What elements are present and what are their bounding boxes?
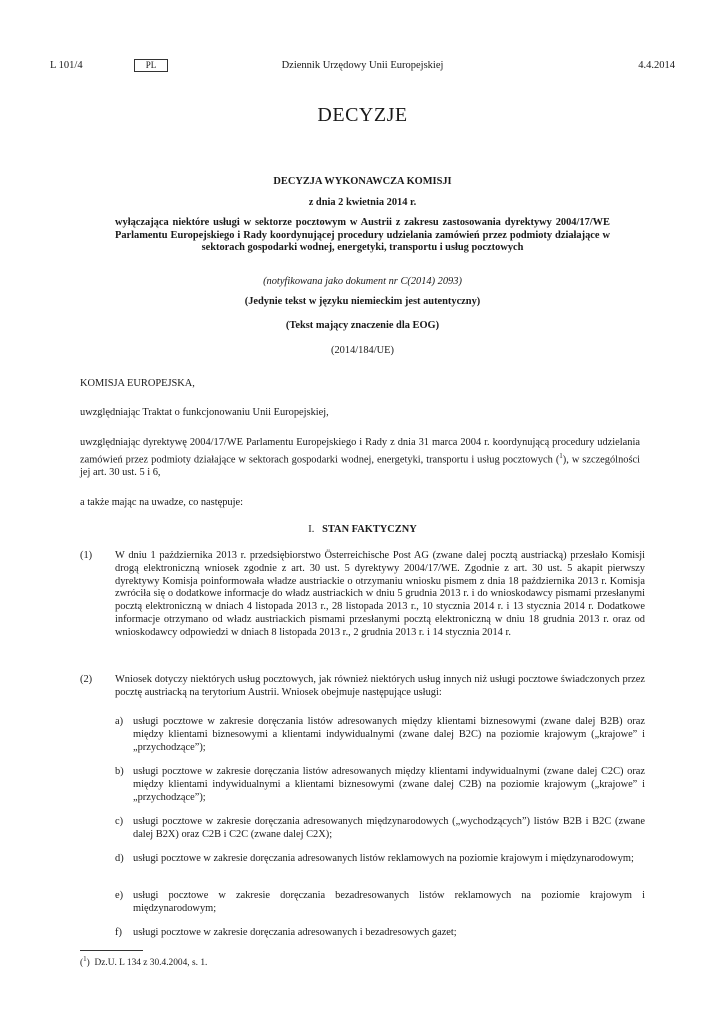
footnote: ($^1$) Dz.U. L 134 z 30.4.2004, s. 1.: [80, 955, 208, 969]
section-heading: [80, 524, 645, 537]
notified-reference: (notyfikowana jako dokument nr C(2014) 2093): [263, 276, 462, 287]
point-number: (2): [80, 674, 93, 685]
list-item-letter: d): [115, 853, 124, 864]
section-number: I.: [308, 524, 315, 535]
eea-relevance-note: (Tekst mający znaczenie dla EOG): [285, 320, 440, 331]
journal-series: L 101/4: [50, 60, 83, 71]
list-item-letter: b): [115, 766, 124, 777]
footnote-text: Dz.U. L 134 z 30.4.2004, s. 1.: [94, 958, 208, 969]
list-item: usługi pocztowe w zakresie doręczania adresowanych i bezadresowych gazet;: [133, 927, 457, 938]
section-title: DECYZJE: [317, 104, 408, 126]
list-item-letter: e): [115, 890, 124, 901]
whereas-clause: a także mając na uwadze, co następuje:: [80, 497, 243, 508]
list-item: usługi pocztowe w zakresie doręczania listów adresowanych między klientami indywidualnymi (zwane dalej C2C) oraz między klientami indywidualnymi a klientami biznesowymi (zwane dalej C2B) na poziomie krajowym („krajowe” i „przychodzące”);: [133, 766, 645, 803]
decision-subject: wyłączająca niektóre usługi w sektorze pocztowym w Austrii z zakresu zastosowania dyrektywy 2004/17/WE Parlamentu Europejskiego i Rady koordynującej procedury udzielania zamówień przez podmioty działające w sektorach gospodarki wodnej, energetyki, transportu i usług pocztowych: [115, 217, 610, 254]
journal-title: Dziennik Urzędowy Unii Europejskiej: [281, 60, 444, 71]
point-text: Wniosek dotyczy niektórych usług pocztowych, jak również niektórych usług innych niż usługi pocztowe świadczonych przez pocztę austriacką na terytorium Austrii. Wniosek obejmuje następujące usługi:: [115, 674, 645, 698]
point-text: W dniu 1 października 2013 r. przedsiębiorstwo Österreichische Post AG (zwane dalej pocztą austriacką) przesłało Komisji drogą elektroniczną wniosek zgodnie z art. 30 ust. 5 dyrektywy 2004/17/WE. Zgodnie z art. 30 ust. 5 akapit pierwszy dyrektywy Komisja poinformowała władze austriackie o otrzymaniu wniosku pismem z dnia 18 października 2013 r. Komisja zwróciła się o dodatkowe informacje do władz austriackich w dniu 5 grudnia 2013 r. i do wnioskodawcy pismami przesłanymi pocztą elektroniczną w dniach 4 listopada 2013 r., 28 listopada 2013 r., 10 stycznia 2014 r. i 13 stycznia 2014 r. Dodatkowe informacje otrzymano od władz austriackich pismami przesłanymi pocztą elektroniczną w dniu 18 grudnia 2013 r. oraz od wnioskodawcy odpowiedzi w dniach 8 listopada 2013 r., 2 grudnia 2013 r. i 14 stycznia 2014 r.: [115, 550, 645, 638]
list-item-letter: a): [115, 716, 124, 727]
list-item-letter: c): [115, 816, 124, 827]
decision-title: DECYZJA WYKONAWCZA KOMISJI: [273, 176, 452, 187]
list-item: usługi pocztowe w zakresie doręczania listów adresowanych między klientami biznesowymi (zwane dalej B2B) oraz między klientami biznesowymi a klientami indywidualnymi (zwane dalej B2C) na poziomie krajowym („krajowe” i „przychodzące”);: [133, 716, 645, 753]
section-heading-text: STAN FAKTYCZNY: [322, 524, 417, 535]
point-number: (1): [80, 550, 93, 561]
footnote-ref: 1: [559, 451, 563, 460]
publication-date: 4.4.2014: [638, 60, 675, 71]
list-item: usługi pocztowe w zakresie doręczania adresowanych międzynarodowych („wychodzących”) listów B2B i B2C (zwane dalej B2X) oraz C2B i C2C (zwane dalej C2X);: [133, 816, 645, 840]
footnote-mark: 1: [83, 955, 87, 963]
list-item-letter: f): [115, 927, 122, 938]
list-item: usługi pocztowe w zakresie doręczania adresowanych listów reklamowych na poziomie krajowym i międzynarodowym;: [133, 853, 634, 864]
authentic-language-note: (Jedynie tekst w języku niemieckim jest autentyczny): [244, 296, 481, 307]
decision-reference: (2014/184/UE): [331, 345, 394, 356]
recital-treaty: uwzględniając Traktat o funkcjonowaniu Unii Europejskiej,: [80, 407, 329, 418]
footnote-divider: [80, 950, 143, 951]
language-badge: PL: [134, 59, 168, 72]
list-item: usługi pocztowe w zakresie doręczania bezadresowanych listów reklamowych na poziomie krajowym i międzynarodowym;: [133, 890, 645, 914]
institution-name: KOMISJA EUROPEJSKA,: [80, 378, 195, 389]
recital-directive: uwzględniając dyrektywę 2004/17/WE Parlamentu Europejskiego i Rady z dnia 31 marca 2004 r. koordynującą procedury udzielania zamówień przez podmioty działające w sektorach gospodarki wodnej, energetyki, transportu i usług pocztowych ($^1$), w szczególności jej art. 30 ust. 5 i 6,: [80, 437, 640, 479]
decision-date: z dnia 2 kwietnia 2014 r.: [308, 197, 417, 208]
